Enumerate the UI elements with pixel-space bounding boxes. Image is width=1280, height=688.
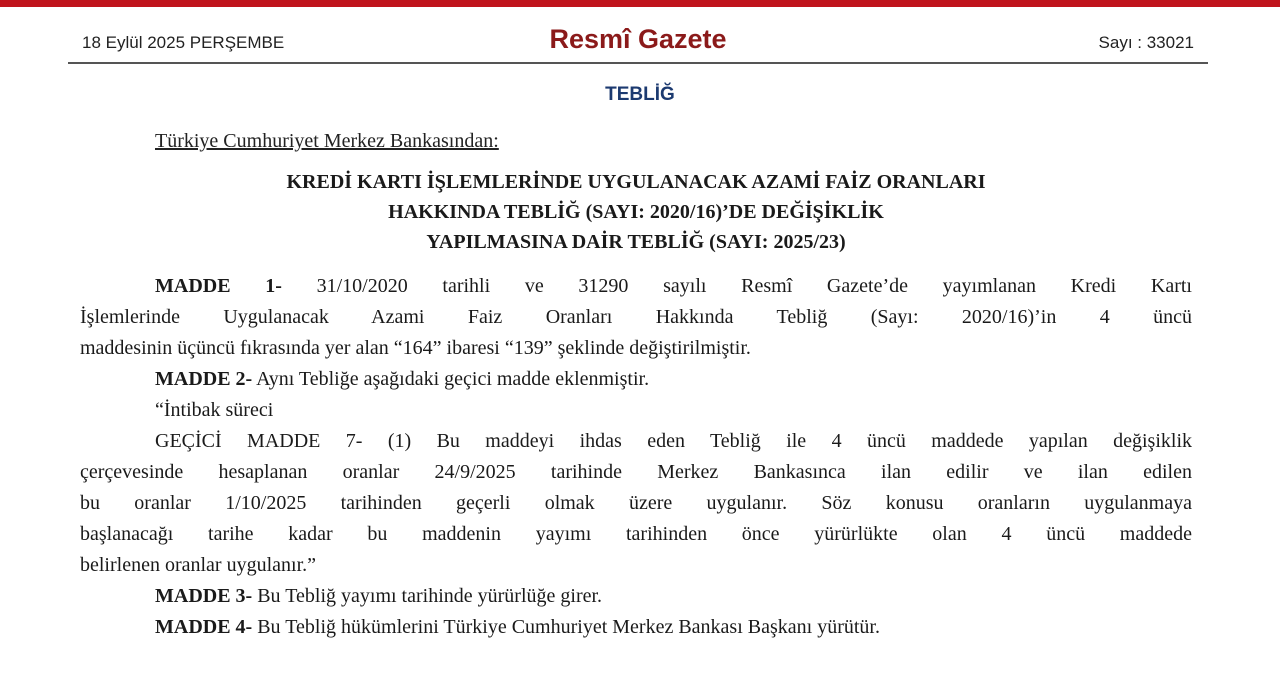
article-1-line: maddesinin üçüncü fıkrasında yer alan “164” ibaresi “139” şeklinde değiştirilmiştir. bbox=[80, 337, 751, 359]
article-2-label: MADDE 2- bbox=[155, 368, 253, 390]
issue-number: Sayı : 33021 bbox=[1098, 33, 1194, 52]
quote-title: “İntibak süreci bbox=[155, 399, 274, 421]
section-label: TEBLİĞ bbox=[605, 84, 675, 105]
article-3-label: MADDE 3- bbox=[155, 585, 253, 607]
publication-date: 18 Eylül 2025 PERŞEMBE bbox=[82, 33, 285, 52]
gazette-header bbox=[68, 24, 1208, 60]
article-1-label: MADDE 1- bbox=[155, 275, 282, 297]
article-3-text: Bu Tebliğ yayımı tarihinde yürürlüğe girer. bbox=[252, 585, 603, 607]
provisional-article-line: çerçevesinde hesaplanan oranlar 24/9/2025 tarihinde Merkez Bankasınca ilan edilir ve ilan edilen bbox=[80, 461, 1192, 483]
article-1-line bbox=[80, 271, 1192, 302]
document-title-line: KREDİ KARTI İŞLEMLERİNDE UYGULANACAK AZAMİ FAİZ ORANLARI bbox=[286, 171, 986, 193]
article-2-line bbox=[80, 364, 1192, 395]
provisional-article-line: belirlenen oranlar uygulanır.” bbox=[80, 554, 317, 576]
article-4-line bbox=[80, 612, 1192, 643]
document-title bbox=[80, 167, 1192, 257]
provisional-article-line: başlanacağı tarihe kadar bu maddenin yayımı tarihinden önce yürürlükte olan 4 üncü maddede bbox=[80, 523, 1192, 545]
provisional-article-line: bu oranlar 1/10/2025 tarihinden geçerli olmak üzere uygulanır. Söz konusu oranların uygulanmaya bbox=[80, 492, 1192, 514]
document-body bbox=[80, 271, 1192, 643]
top-accent-bar bbox=[0, 0, 1280, 7]
article-4-label: MADDE 4- bbox=[155, 616, 253, 638]
provisional-article-line: GEÇİCİ MADDE 7- (1) Bu maddeyi ihdas eden Tebliğ ile 4 üncü maddede yapılan değişiklik bbox=[155, 430, 1192, 452]
issuer-line: Türkiye Cumhuriyet Merkez Bankasından: bbox=[155, 130, 499, 152]
article-3-line bbox=[80, 581, 1192, 612]
article-1-text: 31/10/2020 tarihli ve 31290 sayılı Resmî Gazete’de yayımlanan Kredi Kartı bbox=[281, 275, 1192, 297]
document-title-line: YAPILMASINA DAİR TEBLİĞ (SAYI: 2025/23) bbox=[426, 231, 846, 253]
article-4-text: Bu Tebliğ hükümlerini Türkiye Cumhuriyet Merkez Bankası Başkanı yürütür. bbox=[252, 616, 880, 638]
article-1-line: İşlemlerinde Uygulanacak Azami Faiz Oranları Hakkında Tebliğ (Sayı: 2020/16)’in 4 üncü bbox=[80, 306, 1192, 328]
gazette-title: Resmî Gazete bbox=[549, 24, 727, 54]
document-title-line: HAKKINDA TEBLİĞ (SAYI: 2020/16)’DE DEĞİŞİKLİK bbox=[388, 201, 884, 223]
header-divider bbox=[68, 62, 1208, 64]
article-2-text: Aynı Tebliğe aşağıdaki geçici madde eklenmiştir. bbox=[252, 368, 650, 390]
